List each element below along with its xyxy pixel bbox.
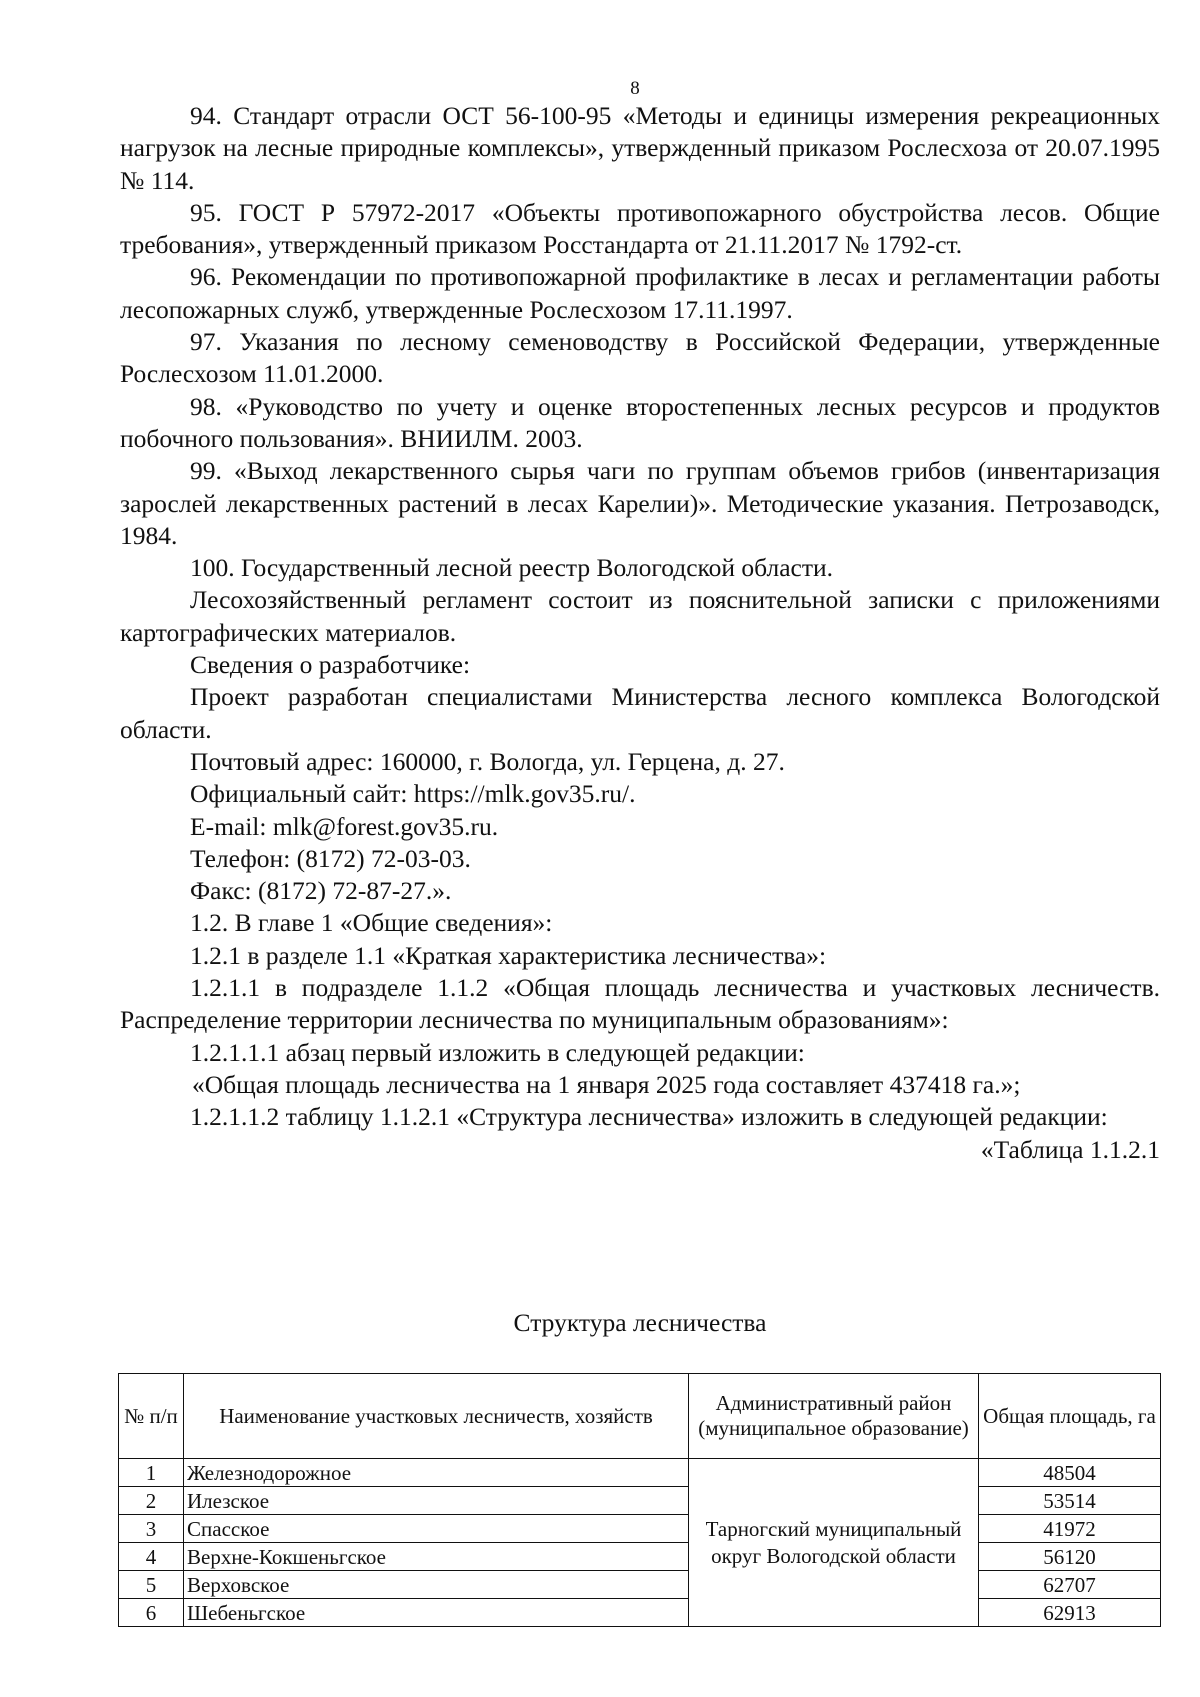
table-row [119, 1599, 1161, 1627]
row-name: Шебеньгское [184, 1599, 689, 1627]
row-num: 3 [119, 1515, 184, 1543]
row-district: Тарногский муниципальный округ Вологодской области [689, 1459, 979, 1627]
row-num: 4 [119, 1543, 184, 1571]
row-name: Верхне-Кокшеньгское [184, 1543, 689, 1571]
paragraph-item-94: 94. Стандарт отрасли ОСТ 56-100-95 «Методы и единицы измерения рекреационных нагрузок на лесные природные комплексы», утвержденный приказом Рослесхоза от 20.07.1995 № 114. [120, 101, 1160, 195]
row-num: 1 [119, 1459, 184, 1487]
row-num: 6 [119, 1599, 184, 1627]
paragraph-item-99: 99. «Выход лекарственного сырья чаги по группам объемов грибов (инвентаризация зарослей лекарственных растений в лесах Карелии)». Методические указания. Петрозаводск, 1984. [120, 456, 1160, 550]
table-header-row [119, 1374, 1161, 1459]
paragraph-postal-address: Почтовый адрес: 160000, г. Вологда, ул. Герцена, д. 27. [190, 746, 785, 776]
header-district: Административный район (муниципальное образование) [689, 1374, 979, 1459]
page-number: 8 [630, 78, 640, 99]
row-name: Железнодорожное [184, 1459, 689, 1487]
header-area: Общая площадь, га [979, 1374, 1161, 1459]
paragraph-1-2-1-1: 1.2.1.1 в подразделе 1.1.2 «Общая площадь лесничества и участковых лесничеств. Распределение территории лесничества по муниципальным образованиям»: [120, 973, 1160, 1035]
document-body [120, 100, 1160, 1166]
table-title: Структура лесничества [513, 1308, 767, 1337]
paragraph-item-96: 96. Рекомендации по противопожарной профилактике в лесах и регламентации работы лесопожарных служб, утвержденные Рослесхозом 17.11.1997. [120, 262, 1160, 324]
paragraph-item-98: 98. «Руководство по учету и оценке второстепенных лесных ресурсов и продуктов побочного пользования». ВНИИЛМ. 2003. [120, 391, 1160, 453]
row-num: 2 [119, 1487, 184, 1515]
row-area: 53514 [979, 1487, 1161, 1515]
forestry-structure-table [118, 1373, 1161, 1627]
row-area: 48504 [979, 1459, 1161, 1487]
table-row [119, 1487, 1161, 1515]
paragraph-fax: Факс: (8172) 72-87-27.». [190, 876, 452, 906]
row-name: Верховское [184, 1571, 689, 1599]
paragraph-1-2-1: 1.2.1 в разделе 1.1 «Краткая характеристика лесничества»: [190, 940, 827, 970]
paragraph-item-97: 97. Указания по лесному семеноводству в Российской Федерации, утвержденные Рослесхозом 11.01.2000. [120, 327, 1160, 389]
row-area: 62707 [979, 1571, 1161, 1599]
row-name: Спасское [184, 1515, 689, 1543]
row-name: Илезское [184, 1487, 689, 1515]
paragraph-phone: Телефон: (8172) 72-03-03. [190, 843, 471, 873]
paragraph-email: E-mail: mlk@forest.gov35.ru. [190, 811, 499, 841]
paragraph-developer: Проект разработан специалистами Министерства лесного комплекса Вологодской области. [120, 682, 1160, 744]
paragraph-1-2-1-1-2: 1.2.1.1.2 таблицу 1.1.2.1 «Структура лесничества» изложить в следующей редакции: [190, 1102, 1108, 1132]
paragraph-1-2-1-1-1: 1.2.1.1.1 абзац первый изложить в следующей редакции: [190, 1037, 805, 1067]
row-area: 56120 [979, 1543, 1161, 1571]
paragraph-item-95: 95. ГОСТ Р 57972-2017 «Объекты противопожарного обустройства лесов. Общие требования», утвержденный приказом Росстандарта от 21.11.2017 № 1792-ст. [120, 197, 1160, 260]
table-row [119, 1543, 1161, 1571]
paragraph-item-100: 100. Государственный лесной реестр Вологодской области. [190, 553, 834, 583]
row-area: 41972 [979, 1515, 1161, 1543]
paragraph-developer-heading: Сведения о разработчике: [190, 650, 471, 680]
paragraph-1-2: 1.2. В главе 1 «Общие сведения»: [190, 908, 553, 938]
paragraph-regulation-composition: Лесохозяйственный регламент состоит из пояснительной записки с приложениями картографических материалов. [120, 585, 1160, 647]
table-row [119, 1571, 1161, 1599]
header-name: Наименование участковых лесничеств, хозяйств [184, 1374, 689, 1459]
paragraph-total-area: «Общая площадь лесничества на 1 января 2025 года составляет 437418 га.»; [192, 1069, 1021, 1099]
header-num: № п/п [119, 1374, 184, 1459]
paragraph-website: Официальный сайт: https://mlk.gov35.ru/. [190, 779, 636, 809]
table-row [119, 1515, 1161, 1543]
table-row [119, 1459, 1161, 1487]
row-num: 5 [119, 1571, 184, 1599]
row-area: 62913 [979, 1599, 1161, 1627]
table-label: «Таблица 1.1.2.1 [980, 1134, 1160, 1164]
